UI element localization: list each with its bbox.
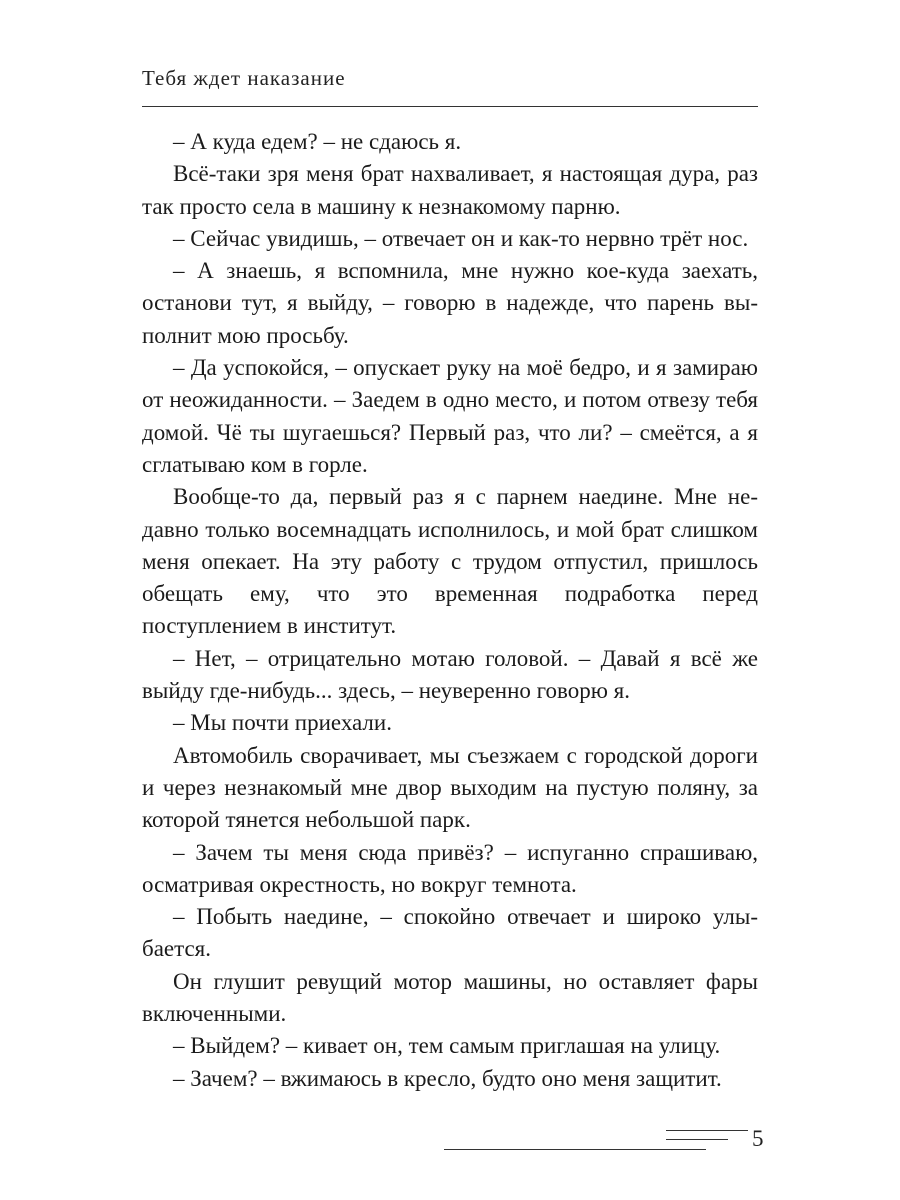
header-rule bbox=[142, 106, 758, 107]
paragraph: – А куда едем? – не сдаюсь я. bbox=[173, 129, 462, 154]
footer-ornament-rule bbox=[666, 1130, 748, 1131]
paragraph: – Мы почти приехали. bbox=[173, 710, 392, 736]
running-head: Тебя ждет наказание bbox=[142, 66, 346, 90]
footer-rule bbox=[444, 1149, 706, 1150]
paragraph: – Нет, – отрицательно мотаю головой. – Давай я всё же выйду где-нибудь... здесь, – неуверенно говорю я. bbox=[142, 645, 758, 704]
paragraph: – Сейчас увидишь, – отвечает он и как-то нервно трёт нос. bbox=[173, 225, 749, 251]
page-number: 5 bbox=[752, 1126, 764, 1151]
paragraph: Вообще-то да, первый раз я с парнем наедине. Мне недавно только восемнадцать исполнилось, и мой брат слишком меня опекает. На эту работу с трудом отпустил, пришлось обещать ему, что это временная подработка перед поступлением в институт. bbox=[142, 484, 758, 639]
paragraph: – А знаешь, я вспомнила, мне нужно кое-куда заехать, останови тут, я выйду, – говорю в надежде, что парень выполнит мою просьбу. bbox=[142, 258, 758, 348]
paragraph: Он глушит ревущий мотор машины, но оставляет фары включенными. bbox=[142, 968, 758, 1027]
paragraph: – Да успокойся, – опускает руку на моё бедро, и я замираю от неожиданности. – Заедем в одно место, и потом отвезу тебя домой. Чё ты шугаешься? Первый раз, что ли? – смеётся, а я сглатываю ком в горле. bbox=[142, 355, 758, 477]
paragraph: Всё-таки зря меня брат нахваливает, я настоящая дура, раз так просто села в машину к незнакомому парню. bbox=[142, 161, 758, 219]
paragraph: – Зачем ты меня сюда привёз? – испуганно спрашиваю, осматривая окрестность, но вокруг темнота. bbox=[142, 839, 758, 897]
paragraph: – Выйдем? – кивает он, тем самым приглашая на улицу. bbox=[173, 1033, 721, 1059]
paragraph: – Зачем? – вжимаюсь в кресло, будто оно меня защитит. bbox=[173, 1065, 722, 1091]
body-text bbox=[142, 126, 758, 1095]
paragraph: Автомобиль сворачивает, мы съезжаем с городской дороги и через незнакомый мне двор выходим на пустую поляну, за которой тянется небольшой парк. bbox=[142, 742, 758, 833]
paragraph: – Побыть наедине, – спокойно отвечает и широко улыбается. bbox=[142, 904, 758, 962]
footer-ornament-rule bbox=[666, 1139, 728, 1140]
